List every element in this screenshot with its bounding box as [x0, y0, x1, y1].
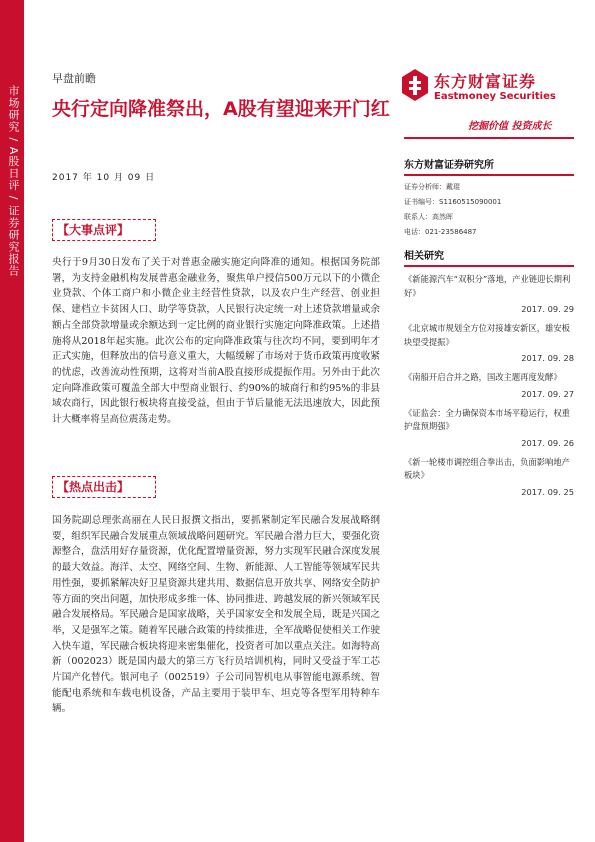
analyst-line: 证券分析师：戴琨 — [404, 183, 460, 191]
related-divider — [404, 265, 574, 267]
institute-name: 东方财富证券研究所 — [404, 160, 494, 171]
phone-number: 021-23586487 — [425, 228, 477, 236]
list-item[interactable] — [404, 407, 574, 450]
report-date: 2017 年 10 月 09 日 — [52, 173, 156, 183]
brand-name-cn: 东方财富证券 — [434, 72, 537, 91]
sidebar-band — [0, 0, 24, 842]
research-date: 2017. 09. 27 — [521, 388, 574, 399]
phone-line: 电话：021-23586487 — [404, 228, 477, 236]
institute-divider — [404, 174, 574, 176]
research-title[interactable]: 《新一轮楼市调控组合拳出击，负面影响地产板块》 — [404, 456, 570, 480]
sidebar-label: 市场研究 / A股日评 / 证券研究报告 — [7, 85, 20, 277]
related-heading: 相关研究 — [404, 251, 444, 262]
research-title[interactable]: 《证监会：全力确保资本市场平稳运行，权重护盘预期强》 — [404, 407, 570, 431]
brand-name-en: Eastmoney Securities — [434, 91, 556, 102]
section-heading-hotspots: 【热点出击】 — [52, 476, 156, 498]
section-body-hotspots: 国务院副总理张高丽在人民日报撰文指出，要抓紧制定军民融合发展战略纲要，组织军民融合发展重点领域战略问题研究。军民融合潜力巨大，要强化资源整合，盘活用好存量资源，优化配置增量资源，努力实现军民融合深度发展的最大效益。海洋、太空、网络空间、生物、新能源、人工智能等领域军民共用性强，要抓紧解决好卫星资源共建共用、数据信息开放共享、网络安全防护等方面的突出问题，加快形成多维一体、协同推进、跨越发展的新兴领域军民融合发展格局。军民融合是国家战略，关乎国家安全和发展全局，既是兴国之举，又是强军之策。随着军民融合政策的持续推进，全军战略促使相关工作驶入快车道，军民融合板块将迎来密集催化，投资者可加以重点关注。如海特高新（002023）既是国内最大的第三方飞行员培训机构，同时又受益于军工芯片国产化替代。银河电子（002519）子公司同智机电从事智能电源系统、智能配电系统和车载电机设备，产品主要用于装甲车、坦克等各型军用特种车辆。 — [52, 515, 380, 715]
report-type: 早盘前瞻 — [52, 72, 96, 85]
header-divider — [404, 137, 574, 139]
cert-line: 证书编号：S1160515090001 — [404, 198, 502, 206]
section-body-events: 央行于9月30日发布了关于对普惠金融实施定向降准的通知。根据国务院部署，为支持金融机构发展普惠金融业务，聚焦单户授信500万元以下的小微企业贷款、个体工商户和小微企业主经营性贷款，以及农户生产经营、创业担保、建档立卡贫困人口、助学等贷款，人民银行决定统一对上述贷款增量或余额占全部贷款增量或余额达到一定比例的商业银行实施定向降准政策。上述措施将从2018年起实施。此次公布的定向降准政策与往次均不同，要到明年才正式实施，但释放出的信号意义重大，大幅缓解了市场对于货币政策再度收紧的忧虑，改善流动性预期，这将对当前A股直接形成提振作用。另外由于此次定向降准政策可覆盖全部大中型商业银行、约90%的城商行和约95%的非县域农商行，因此银行板块将直接受益，但由于节后量能无法迅速放大，因此预计大概率将呈高位震荡走势。 — [52, 257, 380, 426]
list-item[interactable] — [404, 456, 574, 499]
research-title[interactable]: 《北京城市规划全方位对接雄安新区，雄安板块望受提振》 — [404, 323, 570, 347]
research-date: 2017. 09. 25 — [521, 486, 574, 497]
research-date: 2017. 09. 26 — [521, 437, 574, 448]
brand-logo — [400, 67, 570, 107]
contact-line: 联系人：高然晖 — [404, 213, 453, 221]
institute-block — [404, 156, 574, 240]
research-date: 2017. 09. 28 — [521, 353, 574, 363]
cert-number: S1160515090001 — [439, 198, 502, 206]
related-research — [404, 247, 574, 499]
research-title[interactable]: 《新能源汽车“双积分”落地，产业链迎长期利好》 — [404, 274, 571, 298]
list-item[interactable] — [404, 322, 574, 365]
analyst-name: 戴琨 — [446, 183, 460, 191]
contact-name: 高然晖 — [432, 213, 453, 221]
research-title[interactable]: 《南船开启合并之路，国改主题再度发酵》 — [404, 372, 562, 382]
page-title: 央行定向降准祭出，A股有望迎来开门红 — [52, 98, 390, 120]
research-date: 2017. 09. 29 — [521, 304, 574, 314]
list-item[interactable] — [404, 273, 574, 316]
list-item[interactable] — [404, 371, 574, 401]
brand-slogan: 挖掘价值 投资成长 — [468, 121, 552, 132]
brand-logo-icon — [400, 67, 430, 103]
section-heading-events: 【大事点评】 — [52, 219, 156, 241]
